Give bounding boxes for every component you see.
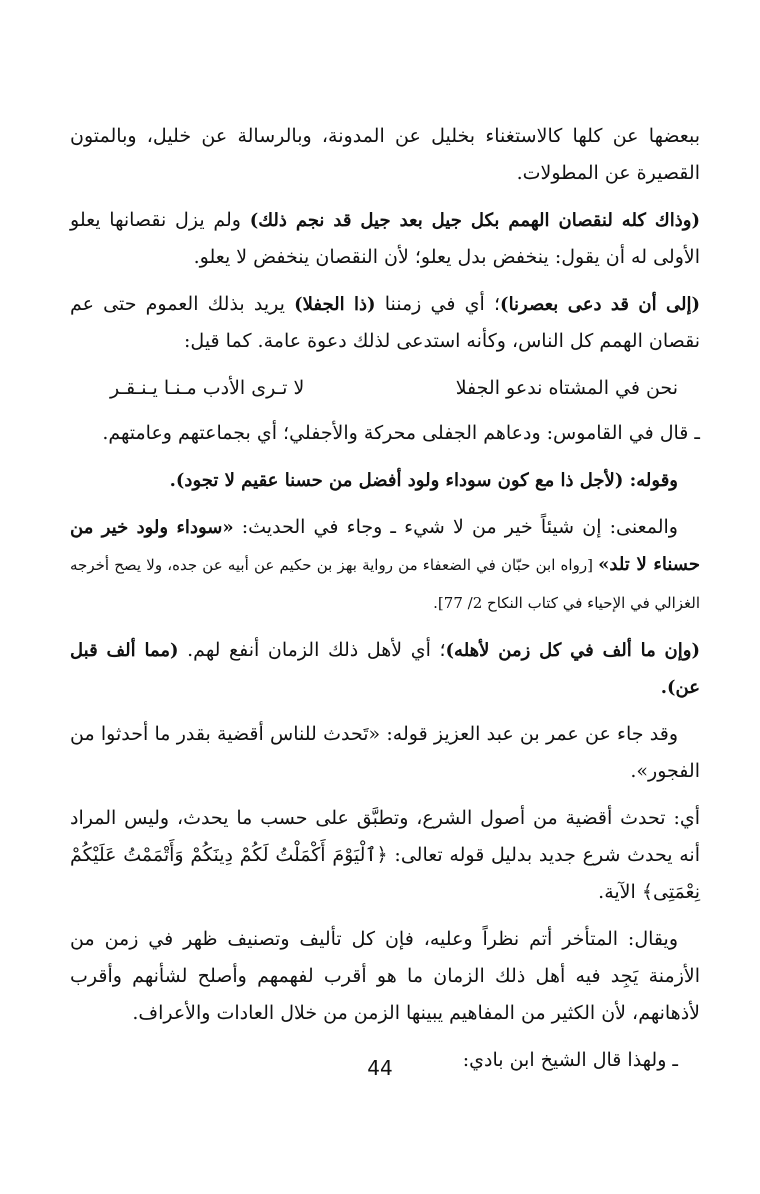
paragraph-3-text: يريد بذلك العموم حتى عم نقصان الهمم كل الناس، وكأنه استدعى لذلك دعوة عامة. كما قيل: [70, 293, 700, 352]
verse-quote: (وإن ما ألف في كل زمن لأهله) [445, 640, 700, 661]
paragraph-7 [70, 632, 700, 706]
paragraph-5 [70, 462, 700, 499]
paragraph-3 [70, 286, 700, 360]
page-number: 44 [367, 1056, 393, 1080]
paragraph-8 [70, 716, 700, 790]
hadith-quote: «سوداء ولود خير من حسناء لا تلد» [70, 517, 700, 575]
verse-first-hemistich: نحن في المشتاه ندعو الجفلا [455, 377, 678, 399]
paragraph-10 [70, 921, 700, 1032]
verse-quote: (ذا الجفلا) [294, 294, 376, 315]
paragraph-1 [70, 118, 700, 192]
page-body [70, 118, 700, 1089]
paragraph-3-text: ؛ أي في زمننا [375, 293, 501, 315]
verse-quote: (إلى أن قد دعى بعصرنا) [500, 294, 700, 315]
quran-verse: ﴿ٱلْيَوْمَ أَكْمَلْتُ لَكُمْ دِينَكُمْ وَأَتْمَمْتُ عَلَيْكُمْ نِعْمَتِى﴾ [70, 844, 700, 903]
hadith-reference-note: [رواه ابن حبّان في الضعفاء من رواية بهز بن حكيم عن أبيه عن جده، ولا يصح أخرجه الغزالي في الإحياء في كتاب النكاح 2/ 77]. [70, 556, 700, 612]
verse-quote: (وذاك كله لنقصان الهمم بكل جيل بعد جيل قد نجم ذلك) [249, 210, 700, 231]
paragraph-11-text: ـ ولهذا قال الشيخ ابن بادي: [462, 1049, 678, 1071]
paragraph-7-text: ؛ أي لأهل ذلك الزمان أنفع لهم. [178, 639, 446, 661]
paragraph-4 [70, 415, 700, 452]
paragraph-9-text: الآية. [598, 881, 642, 903]
paragraph-2-text: ولم يزل نقصانها يعلو الأولى له أن يقول: ينخفض بدل يعلو؛ لأن النقصان ينخفض لا يعلو. [70, 209, 700, 268]
paragraph-5-lead: وقوله: [623, 470, 678, 491]
verse-quote: (مما ألف قبل عن). [70, 640, 700, 698]
verse-quote: (لأجل ذا مع كون سوداء ولود أفضل من حسنا عقيم لا تجود). [169, 470, 624, 491]
paragraph-1-text: ببعضها عن كلها كالاستغناء بخليل عن المدونة، وبالرسالة عن خليل، وبالمتون القصيرة عن المطولات. [70, 125, 700, 184]
paragraph-9 [70, 800, 700, 911]
poem-verse [70, 370, 678, 407]
verse-second-hemistich: لا تـرى الأدب مـنـا يـنـقـر [110, 377, 305, 399]
paragraph-8-text: وقد جاء عن عمر بن عبد العزيز قوله: «تَحدث للناس أقضية بقدر ما أحدثوا من الفجور». [70, 723, 700, 782]
paragraph-4-text: ـ قال في القاموس: ودعاهم الجفلى محركة والأجفلي؛ أي بجماعتهم وعامتهم. [102, 422, 700, 444]
paragraph-10-text: ويقال: المتأخر أتم نظراً وعليه، فإن كل تأليف وتصنيف ظهر في زمن من الأزمنة يَجِد فيه أهل ذلك الزمان ما هو أقرب لفهمهم وأصلح لشأنهم وأقرب لأذهانهم، لأن الكثير من المفاهيم يبينها الزمن من خلال العادات والأعراف. [70, 928, 700, 1024]
paragraph-9-text: أي: تحدث أقضية من أصول الشرع، وتطبَّق على حسب ما يحدث، وليس المراد أنه يحدث شرع جديد بدليل قوله تعالى: [70, 807, 700, 866]
paragraph-2 [70, 202, 700, 276]
paragraph-6-text: والمعنى: إن شيئاً خير من لا شيء ـ وجاء في الحديث: [233, 516, 678, 538]
paragraph-6 [70, 509, 700, 622]
